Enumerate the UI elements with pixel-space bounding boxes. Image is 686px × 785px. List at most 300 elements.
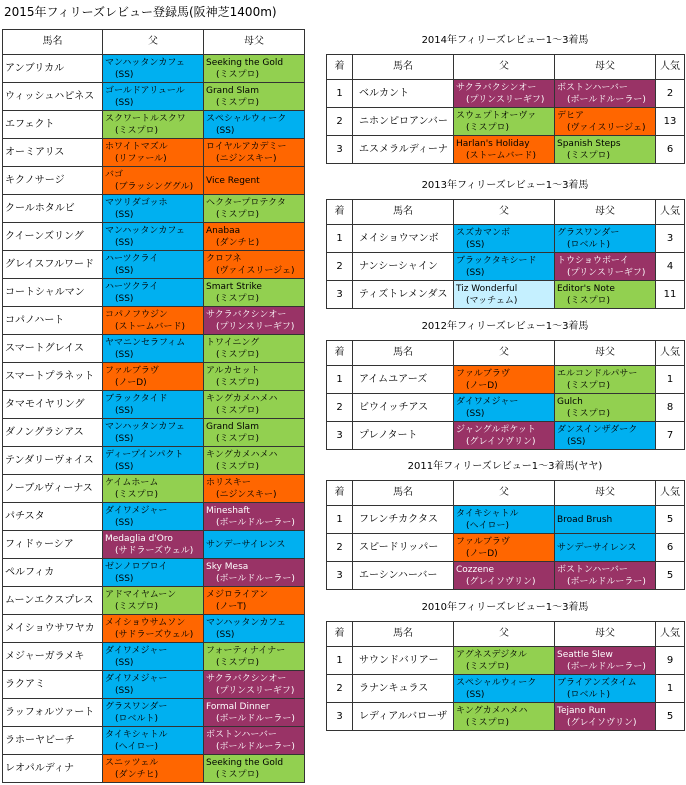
results-header-row [327,55,685,80]
sire-cell-line2: (SS) [115,517,134,528]
sire-cell [103,111,204,139]
horse-name: キクノサージ [3,167,103,195]
dam-sire-cell-line1: キングカメハメハ [206,393,278,404]
results-table [326,340,685,450]
sire-cell [103,559,204,587]
sire-cell-line2: (SS) [466,408,485,419]
horse-name: アンブリカル [3,55,103,83]
dam-sire-cell-line2: (ノーT) [216,601,247,612]
finish-position: 1 [327,647,353,675]
sire-cell [454,647,555,675]
dam-sire-cell-line2: (ヴァイスリージェ) [216,265,295,276]
sire-cell [454,253,555,281]
dam-sire-cell [204,419,305,447]
sire-cell-line1: ヤマニンセラフィム [105,337,186,348]
finish-position: 1 [327,366,353,394]
sire-cell-line1: ゴールドアリュール [105,85,185,96]
dam-sire-cell-line1: フォーティナイナー [206,645,286,656]
horse-name: スマートプラネット [3,363,103,391]
dam-sire-cell-line2: (ボールドルーラー) [216,517,295,528]
dam-sire-cell [555,534,656,562]
sire-cell-line1: ケイムホーム [105,477,159,488]
dam-sire-cell-line2: (ミスプロ) [216,461,260,472]
results-header-cell: 父 [454,200,555,225]
horse-name: メジャーガラメキ [3,643,103,671]
horse-name: エーシンハーバー [353,562,454,590]
dam-sire-cell [555,422,656,450]
sire-cell-line1: ハーツクライ [105,253,159,264]
sire-cell [454,80,555,108]
entry-row [3,223,305,251]
result-row [327,422,685,450]
dam-sire-cell-line1: Formal Dinner [206,701,270,712]
dam-sire-cell-line2: (プリンスリーギフ) [216,685,295,696]
horse-name: パチスタ [3,503,103,531]
popularity: 9 [656,647,685,675]
sire-cell [103,307,204,335]
sire-cell [103,587,204,615]
sire-cell-line2: (ブラッシンググル) [115,181,194,192]
horse-name: エフェクト [3,111,103,139]
sire-cell-line2: (ミスプロ) [466,661,510,672]
dam-sire-cell-line2: (ボールドルーラー) [567,94,646,105]
sire-cell-line2: (SS) [466,689,485,700]
horse-name: テンダリーヴォイス [3,447,103,475]
dam-sire-cell [204,587,305,615]
results-header-cell: 馬名 [353,200,454,225]
sire-cell-line2: (ダンチヒ) [115,769,159,780]
sire-cell-line1: Harlan's Holiday [456,138,530,149]
sire-cell-line1: キングカメハメハ [456,705,528,716]
sire-cell-line1: スウェプトオーヴァ [456,110,537,121]
dam-sire-cell-line1: ヘクタープロテクタ [206,197,286,208]
dam-sire-cell [204,671,305,699]
dam-sire-cell-line1: Grand Slam [206,85,259,96]
sire-cell [103,279,204,307]
dam-sire-cell-line2: (ボールドルーラー) [216,713,295,724]
sire-cell-line2: (マッチェム) [466,295,518,306]
results-header-cell: 馬名 [353,55,454,80]
sire-cell [103,503,204,531]
entry-row [3,139,305,167]
entry-row [3,671,305,699]
sire-cell-line1: Cozzene [456,564,495,575]
entry-row [3,307,305,335]
section-title: 2010年フィリーズレビュー1～3着馬 [421,602,589,613]
dam-sire-cell [555,366,656,394]
finish-position: 3 [327,136,353,164]
dam-sire-cell-line2: (ミスプロ) [216,405,260,416]
dam-sire-cell [204,643,305,671]
dam-sire-cell [204,167,305,195]
horse-name: オーミアリス [3,139,103,167]
horse-name: フィドゥーシア [3,531,103,559]
sire-cell-line1: Medaglia d'Oro [105,533,173,544]
popularity: 5 [656,703,685,731]
results-header-cell: 着 [327,55,353,80]
sire-cell [103,531,204,559]
popularity: 3 [656,225,685,253]
entries-header-cell: 馬名 [3,30,103,55]
sire-cell [454,225,555,253]
sire-cell-line2: (ヘイロー) [466,520,510,531]
result-row [327,108,685,136]
result-row [327,225,685,253]
sire-cell [103,363,204,391]
dam-sire-cell-line1: ホリスキー [206,477,251,488]
horse-name: エスメラルディーナ [353,136,454,164]
popularity: 13 [656,108,685,136]
dam-sire-cell-line2: (ミスプロ) [216,769,260,780]
results-header-row [327,481,685,506]
dam-sire-cell [204,475,305,503]
sire-cell-line2: (ミスプロ) [115,489,159,500]
popularity: 1 [656,366,685,394]
horse-name: ウィッシュハピネス [3,83,103,111]
dam-sire-cell [204,615,305,643]
dam-sire-cell-line1: Spanish Steps [557,138,621,149]
dam-sire-cell [555,562,656,590]
sire-cell [103,223,204,251]
dam-sire-cell-line2: (ミスプロ) [567,150,611,161]
dam-sire-cell [204,335,305,363]
dam-sire-cell-line1: Vice Regent [206,175,260,186]
dam-sire-cell [555,703,656,731]
sire-cell-line1: ジャングルポケット [456,424,536,435]
finish-position: 1 [327,506,353,534]
dam-sire-cell [204,503,305,531]
entry-row [3,559,305,587]
sire-cell-line2: (SS) [115,657,134,668]
sire-cell-line1: スニッツェル [105,757,159,768]
dam-sire-cell [555,80,656,108]
dam-sire-cell-line1: サンデーサイレンス [206,539,286,550]
dam-sire-cell-line1: ボストンハーバー [557,82,628,93]
horse-name: スピードリッパー [353,534,454,562]
horse-name: ノーブルヴィーナス [3,475,103,503]
entry-row [3,55,305,83]
dam-sire-cell [204,55,305,83]
results-header-cell: 着 [327,341,353,366]
entries-table [2,29,305,783]
dam-sire-cell [204,223,305,251]
sire-cell [103,195,204,223]
sire-cell-line1: マンハッタンカフェ [105,57,185,68]
sire-cell-line1: タイキシャトル [105,729,168,740]
dam-sire-cell [204,447,305,475]
dam-sire-cell-line1: Seeking the Gold [206,757,284,768]
results-header-cell: 父 [454,622,555,647]
dam-sire-cell-line2: (ヴァイスリージェ) [567,122,646,133]
horse-name: ニホンピロアンバー [353,108,454,136]
sire-cell-line2: (ミスプロ) [115,601,159,612]
dam-sire-cell-line2: (ミスプロ) [216,349,260,360]
horse-name: メイショウマンボ [353,225,454,253]
sire-cell-line1: スペシャルウィーク [456,677,537,688]
sire-cell-line2: (グレイソヴリン) [466,576,536,587]
sire-cell [103,55,204,83]
sire-cell-line2: (プリンスリーギフ) [466,94,545,105]
sire-cell-line2: (ノーD) [115,377,147,388]
dam-sire-cell [204,363,305,391]
entry-row [3,643,305,671]
dam-sire-cell [555,108,656,136]
sire-cell-line1: グラスワンダー [105,701,168,712]
results-header-cell: 着 [327,622,353,647]
results-header-row [327,200,685,225]
sire-cell-line2: (SS) [115,573,134,584]
dam-sire-cell-line1: Smart Strike [206,281,262,292]
results-header-cell: 着 [327,200,353,225]
dam-sire-cell [555,394,656,422]
sire-cell [103,475,204,503]
sire-cell-line2: (ロベルト) [115,713,159,724]
finish-position: 2 [327,253,353,281]
sire-cell-line2: (グレイソヴリン) [466,436,536,447]
dam-sire-cell [204,391,305,419]
horse-name: クールホタルビ [3,195,103,223]
dam-sire-cell-line2: (ロベルト) [567,239,611,250]
dam-sire-cell [555,675,656,703]
sire-cell-line1: ダイワメジャー [105,673,168,684]
sire-cell [454,366,555,394]
dam-sire-cell [204,83,305,111]
section-title: 2012年フィリーズレビュー1～3着馬 [421,321,589,332]
dam-sire-cell-line1: トウショウボーイ [557,255,629,266]
results-header-row [327,341,685,366]
entry-row [3,587,305,615]
results-header-cell: 母父 [555,341,656,366]
section-title: 2013年フィリーズレビュー1～3着馬 [421,180,589,191]
dam-sire-cell [555,253,656,281]
dam-sire-cell-line2: (ミスプロ) [216,293,260,304]
result-row [327,394,685,422]
results-header-cell: 馬名 [353,622,454,647]
sire-cell-line1: Tiz Wonderful [456,283,518,294]
sire-cell [103,419,204,447]
dam-sire-cell-line1: メジロライアン [206,589,269,600]
sire-cell-line1: ファルブラヴ [105,365,159,376]
dam-sire-cell-line1: エルコンドルパサー [557,368,638,379]
sire-cell-line2: (SS) [115,349,134,360]
dam-sire-cell-line2: (ミスプロ) [567,295,611,306]
sire-cell-line2: (SS) [115,237,134,248]
sire-cell [454,506,555,534]
dam-sire-cell-line2: (SS) [216,629,235,640]
sire-cell-line2: (ミスプロ) [466,122,510,133]
dam-sire-cell-line1: Mineshaft [206,505,250,516]
sire-cell-line1: マツリダゴッホ [105,197,168,208]
horse-name: フレンチカクタス [353,506,454,534]
results-table [326,621,685,731]
sire-cell-line2: (SS) [466,267,485,278]
results-header-cell: 父 [454,481,555,506]
sire-cell-line1: ホワイトマズル [105,141,168,152]
finish-position: 2 [327,108,353,136]
dam-sire-cell-line2: (SS) [567,436,586,447]
dam-sire-cell-line2: (ミスプロ) [567,380,611,391]
dam-sire-cell-line2: (ミスプロ) [216,657,260,668]
sire-cell [454,675,555,703]
finish-position: 2 [327,534,353,562]
entry-row [3,391,305,419]
entry-row [3,531,305,559]
result-row [327,136,685,164]
popularity: 6 [656,534,685,562]
sire-cell [454,281,555,309]
results-header-cell: 人気 [656,622,685,647]
dam-sire-cell-line2: (ミスプロ) [216,97,260,108]
results-header-cell: 人気 [656,341,685,366]
sire-cell [103,671,204,699]
entry-row [3,419,305,447]
sire-cell-line1: ブラックタキシード [456,255,537,266]
dam-sire-cell-line1: デヒア [557,110,585,121]
dam-sire-cell [204,279,305,307]
horse-name: ラッフォルツァート [3,699,103,727]
dam-sire-cell-line1: Editor's Note [557,283,615,294]
dam-sire-cell-line1: スペシャルウィーク [206,113,287,124]
result-row [327,703,685,731]
horse-name: プレノタート [353,422,454,450]
dam-sire-cell [204,111,305,139]
sire-cell-line2: (ストームバード) [115,321,186,332]
sire-cell-line1: コパノフウジン [105,309,168,320]
sire-cell-line1: ブラックタイド [105,393,168,404]
dam-sire-cell-line1: Grand Slam [206,421,259,432]
dam-sire-cell-line2: (SS) [216,125,235,136]
dam-sire-cell-line1: ブライアンズタイム [557,677,637,688]
dam-sire-cell-line1: ボストンハーバー [206,729,277,740]
finish-position: 3 [327,562,353,590]
dam-sire-cell-line2: (ミスプロ) [216,377,260,388]
popularity: 5 [656,506,685,534]
finish-position: 2 [327,394,353,422]
horse-name: ベルカント [353,80,454,108]
finish-position: 1 [327,225,353,253]
sire-cell-line2: (ノーD) [466,380,498,391]
results-table [326,54,685,164]
sire-cell-line1: ファルブラヴ [456,368,510,379]
dam-sire-cell [204,307,305,335]
dam-sire-cell [555,281,656,309]
sire-cell-line2: (SS) [115,69,134,80]
popularity: 7 [656,422,685,450]
sire-cell [454,394,555,422]
dam-sire-cell-line1: サクラバクシンオー [206,309,287,320]
dam-sire-cell-line1: ダンスインザダーク [557,424,638,435]
dam-sire-cell-line2: (プリンスリーギフ) [567,267,646,278]
dam-sire-cell-line1: Seeking the Gold [206,57,284,68]
dam-sire-cell-line1: サクラバクシンオー [206,673,287,684]
sire-cell [103,699,204,727]
sire-cell-line1: ダイワメジャー [456,396,519,407]
popularity: 8 [656,394,685,422]
sire-cell-line2: (リファール) [115,153,167,164]
sire-cell [103,251,204,279]
sire-cell [454,562,555,590]
sire-cell [103,391,204,419]
entries-header-row [3,30,305,55]
results-header-cell: 母父 [555,622,656,647]
dam-sire-cell [204,251,305,279]
dam-sire-cell-line2: (ボールドルーラー) [216,741,295,752]
dam-sire-cell [555,225,656,253]
dam-sire-cell [555,136,656,164]
sire-cell-line1: ファルブラヴ [456,536,510,547]
sire-cell-line2: (SS) [115,209,134,220]
dam-sire-cell-line1: マンハッタンカフェ [206,617,286,628]
sire-cell [103,167,204,195]
results-header-cell: 人気 [656,55,685,80]
results-header-cell: 人気 [656,481,685,506]
results-header-cell: 馬名 [353,341,454,366]
entries-header-cell: 父 [103,30,204,55]
sire-cell [454,534,555,562]
popularity: 4 [656,253,685,281]
result-row [327,562,685,590]
result-row [327,281,685,309]
sire-cell-line2: (SS) [115,685,134,696]
dam-sire-cell-line1: キングカメハメハ [206,449,278,460]
horse-name: サウンドバリアー [353,647,454,675]
finish-position: 3 [327,281,353,309]
dam-sire-cell-line1: アルカセット [206,365,260,376]
popularity: 1 [656,675,685,703]
dam-sire-cell-line2: (ニジンスキー) [216,489,277,500]
dam-sire-cell-line1: Seattle Slew [557,649,613,660]
horse-name: レディアルバローザ [353,703,454,731]
entry-row [3,83,305,111]
sire-cell-line1: ゼンノロブロイ [105,561,168,572]
entry-row [3,335,305,363]
dam-sire-cell-line1: トワイニング [206,337,260,348]
sire-cell [454,422,555,450]
results-header-cell: 父 [454,341,555,366]
dam-sire-cell-line1: クロフネ [206,253,242,264]
sire-cell [454,703,555,731]
dam-sire-cell [204,559,305,587]
horse-name: ティズトレメンダス [353,281,454,309]
entry-row [3,167,305,195]
sire-cell-line1: スクワートルスクワ [105,113,186,124]
sire-cell [454,136,555,164]
sire-cell-line2: (サドラーズウェル) [115,629,194,640]
results-header-cell: 母父 [555,55,656,80]
sire-cell [103,615,204,643]
sire-cell [454,108,555,136]
dam-sire-cell-line1: Anabaa [206,225,241,236]
sire-cell-line1: マンハッタンカフェ [105,225,185,236]
dam-sire-cell-line2: (ミスプロ) [216,433,260,444]
horse-name: レオパルディナ [3,755,103,783]
sire-cell-line2: (SS) [115,405,134,416]
sire-cell [103,335,204,363]
sire-cell-line1: タイキシャトル [456,508,519,519]
dam-sire-cell-line2: (ロベルト) [567,689,611,700]
entry-row [3,699,305,727]
sire-cell-line1: ダイワメジャー [105,505,168,516]
entry-row [3,475,305,503]
sire-cell [103,727,204,755]
sire-cell-line1: スズカマンボ [456,227,511,238]
sire-cell-line2: (ノーD) [466,548,498,559]
sire-cell-line1: アドマイヤムーン [105,589,177,600]
popularity: 5 [656,562,685,590]
finish-position: 1 [327,80,353,108]
horse-name: グレイスフルワード [3,251,103,279]
entry-row [3,279,305,307]
